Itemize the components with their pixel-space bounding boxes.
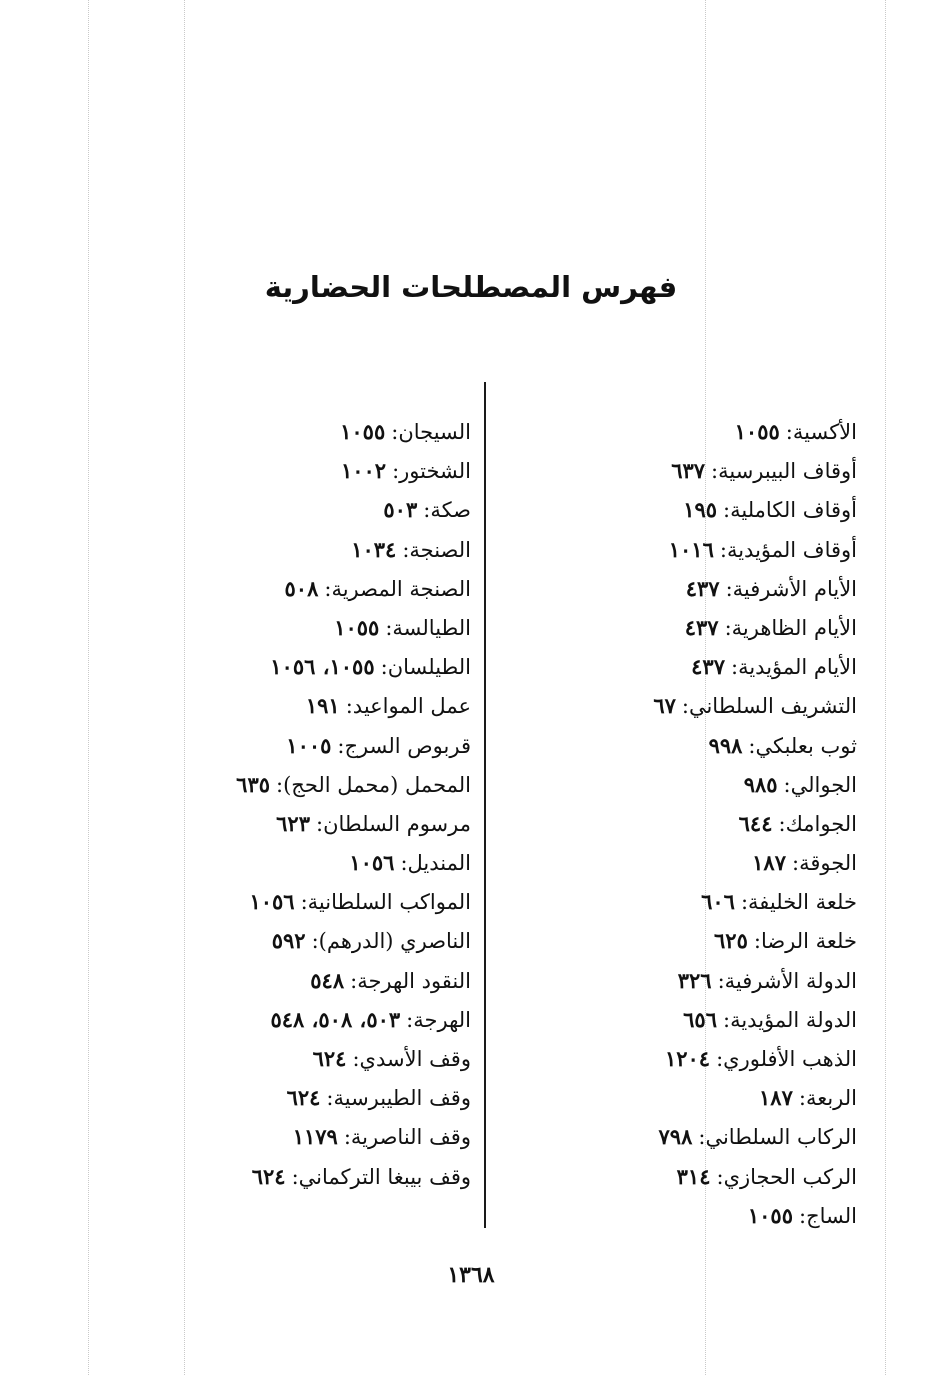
index-term: قربوص السرج bbox=[344, 733, 471, 758]
index-pages: ٦٢٤ bbox=[286, 1085, 321, 1111]
index-pages: ١٠٥٦ bbox=[249, 889, 295, 915]
index-entry bbox=[141, 1000, 471, 1039]
index-separator: : bbox=[324, 576, 332, 601]
index-pages: ٥٠٣ bbox=[383, 497, 418, 523]
index-separator: : bbox=[725, 576, 733, 601]
index-pages: ١٠٥٥ bbox=[747, 1202, 793, 1228]
index-separator: : bbox=[392, 459, 400, 484]
index-separator: : bbox=[716, 1164, 724, 1189]
index-pages: ١٠٠٢ bbox=[340, 458, 387, 484]
index-entry bbox=[527, 726, 857, 765]
index-term: أوقاف المؤيدية bbox=[726, 537, 857, 562]
index-entry bbox=[141, 647, 471, 686]
index-entry bbox=[141, 608, 471, 647]
index-pages: ٧٩٨ bbox=[658, 1124, 693, 1150]
index-entry bbox=[527, 961, 857, 1000]
index-separator: : bbox=[748, 733, 756, 758]
index-separator: : bbox=[730, 655, 739, 680]
index-separator: : bbox=[337, 733, 345, 758]
index-entry bbox=[141, 765, 471, 804]
index-pages: ١٠٣٤ bbox=[351, 536, 397, 562]
index-separator: : bbox=[681, 694, 689, 719]
index-entry bbox=[527, 530, 857, 569]
scan-edge-right bbox=[885, 0, 886, 1375]
index-entry bbox=[141, 569, 471, 608]
index-entry bbox=[141, 490, 471, 529]
index-pages: ١٢٠٤ bbox=[664, 1046, 711, 1071]
index-separator: : bbox=[778, 811, 786, 836]
index-term: الأيام المؤيدية bbox=[738, 655, 857, 680]
index-separator: : bbox=[798, 1086, 806, 1111]
index-separator: : bbox=[291, 1164, 299, 1189]
index-term: الهرجة bbox=[413, 1007, 471, 1032]
index-term: الصنجة المصرية bbox=[331, 576, 471, 601]
page-title: فهرس المصطلحات الحضارية bbox=[264, 270, 678, 304]
index-pages: ١٩١ bbox=[305, 693, 340, 719]
index-term: خلعة الرضا bbox=[760, 929, 857, 954]
index-separator: : bbox=[799, 1203, 807, 1228]
index-entry bbox=[527, 1078, 857, 1117]
index-separator: : bbox=[753, 929, 761, 954]
index-pages: ٥٩٢ bbox=[271, 928, 306, 954]
index-pages: ١٠٠٥ bbox=[286, 732, 332, 758]
index-pages: ٩٩٨ bbox=[708, 732, 743, 758]
index-term: الذهب الأفلوري bbox=[723, 1047, 857, 1071]
index-term: ثوب بعلبكي bbox=[755, 733, 857, 758]
index-separator: : bbox=[406, 1007, 414, 1032]
index-entry bbox=[141, 530, 471, 569]
index-term: الجوقة bbox=[799, 851, 857, 876]
index-entry bbox=[141, 961, 471, 1000]
index-term: الساج bbox=[806, 1203, 857, 1228]
index-separator: : bbox=[402, 537, 410, 562]
index-separator: : bbox=[350, 968, 358, 993]
index-term: عمل المواعيد bbox=[352, 694, 471, 719]
index-entry bbox=[527, 451, 857, 490]
index-entry bbox=[527, 412, 857, 451]
page-number: ١٣٦٨ bbox=[447, 1262, 495, 1288]
index-term: الأيام الأشرفية bbox=[732, 576, 857, 601]
index-entry bbox=[527, 765, 857, 804]
index-entry bbox=[141, 921, 471, 960]
index-separator: : bbox=[740, 890, 749, 915]
index-entry bbox=[527, 608, 857, 647]
index-term: الطيالسة bbox=[392, 615, 471, 640]
index-term: النقود الهرجة bbox=[357, 968, 471, 993]
column-divider bbox=[484, 382, 486, 1228]
index-separator: : bbox=[385, 615, 393, 640]
index-pages: ٦٤٤ bbox=[738, 810, 773, 836]
index-pages: ٦٢٤ bbox=[251, 1163, 286, 1189]
index-term: السيجان bbox=[398, 420, 471, 444]
index-pages: ٦٥٦ bbox=[683, 1006, 717, 1032]
index-entry bbox=[527, 921, 857, 960]
index-entry bbox=[527, 1000, 857, 1039]
index-pages: ١٠١٦ bbox=[668, 536, 714, 562]
index-separator: : bbox=[724, 615, 732, 640]
index-term: المواكب السلطانية bbox=[307, 890, 471, 915]
scan-edge-left bbox=[88, 0, 89, 1375]
index-pages: ٥٠٣، ٥٠٨، ٥٤٨ bbox=[270, 1006, 401, 1032]
index-entry bbox=[141, 412, 471, 451]
index-entry bbox=[141, 804, 471, 843]
index-term: الدولة المؤيدية bbox=[730, 1007, 857, 1032]
index-term: خلعة الخليفة bbox=[748, 890, 857, 915]
index-pages: ١١٧٩ bbox=[292, 1124, 338, 1150]
index-term: الصنجة bbox=[409, 537, 471, 562]
index-entry bbox=[141, 451, 471, 490]
index-entry bbox=[141, 686, 471, 725]
index-term: الناصري (الدرهم) bbox=[318, 929, 471, 954]
index-term: وقف بيبغا التركماني bbox=[298, 1164, 471, 1189]
index-separator: : bbox=[300, 890, 308, 915]
index-pages: ٥٠٨ bbox=[284, 575, 319, 601]
index-separator: : bbox=[380, 655, 388, 680]
index-separator: : bbox=[791, 851, 800, 876]
index-term: الركاب السلطاني bbox=[705, 1125, 857, 1150]
index-separator: : bbox=[719, 537, 727, 562]
index-entry bbox=[527, 1157, 857, 1196]
index-term: المحمل (محمل الحج) bbox=[283, 772, 471, 797]
index-separator: : bbox=[722, 1007, 731, 1032]
index-pages: ١٠٥٥ bbox=[340, 419, 386, 444]
index-column-right bbox=[527, 412, 857, 1235]
index-entry bbox=[527, 490, 857, 529]
index-term: الشختور bbox=[399, 459, 471, 484]
index-entry bbox=[141, 726, 471, 765]
index-pages: ٦٣٧ bbox=[671, 458, 706, 484]
index-term: الجوالي bbox=[790, 772, 857, 797]
index-pages: ٤٣٧ bbox=[684, 614, 719, 640]
index-pages: ١٠٥٥، ١٠٥٦ bbox=[270, 654, 375, 680]
index-term: الربعة bbox=[805, 1086, 857, 1111]
index-term: أوقاف الكاملية bbox=[730, 498, 857, 523]
index-entry bbox=[141, 1117, 471, 1156]
index-column-left bbox=[141, 412, 471, 1196]
index-term: الأكسية bbox=[792, 420, 857, 444]
index-term: مرسوم السلطان bbox=[323, 811, 471, 836]
index-separator: : bbox=[717, 968, 725, 993]
index-pages: ٦٣٥ bbox=[236, 771, 271, 797]
index-pages: ٤٣٧ bbox=[691, 654, 725, 680]
index-entry bbox=[527, 569, 857, 608]
index-separator: : bbox=[276, 772, 284, 797]
index-entry bbox=[527, 686, 857, 725]
index-pages: ٣١٤ bbox=[676, 1163, 711, 1189]
index-term: الجوامك bbox=[785, 811, 857, 836]
index-term: أوقاف البيبرسية bbox=[718, 459, 857, 484]
index-term: صكة bbox=[430, 498, 471, 523]
index-separator: : bbox=[391, 420, 399, 444]
index-pages: ١٨٧ bbox=[752, 850, 786, 876]
index-pages: ٦٢٤ bbox=[312, 1046, 347, 1071]
index-separator: : bbox=[785, 420, 793, 444]
index-separator: : bbox=[326, 1086, 334, 1111]
index-entry bbox=[141, 1039, 471, 1078]
index-pages: ١٨٧ bbox=[759, 1085, 793, 1111]
index-separator: : bbox=[400, 851, 408, 876]
index-separator: : bbox=[711, 459, 719, 484]
index-pages: ٥٤٨ bbox=[310, 967, 345, 993]
index-entry bbox=[527, 882, 857, 921]
index-term: الدولة الأشرفية bbox=[724, 968, 857, 993]
index-separator: : bbox=[698, 1125, 706, 1150]
index-separator: : bbox=[352, 1047, 360, 1071]
index-entry bbox=[527, 1039, 857, 1078]
index-pages: ١٠٥٦ bbox=[349, 850, 395, 876]
index-separator: : bbox=[311, 929, 319, 954]
index-pages: ٦٢٣ bbox=[276, 810, 310, 836]
index-term: الأيام الظاهرية bbox=[731, 615, 857, 640]
index-separator: : bbox=[345, 694, 353, 719]
index-separator: : bbox=[783, 772, 791, 797]
index-separator: : bbox=[723, 498, 731, 523]
index-entry bbox=[527, 647, 857, 686]
index-pages: ٤٣٧ bbox=[685, 575, 720, 601]
index-separator: : bbox=[423, 498, 431, 523]
index-pages: ٦٧ bbox=[653, 693, 676, 719]
index-term: وقف الناصرية bbox=[350, 1125, 471, 1150]
index-separator: : bbox=[315, 811, 324, 836]
index-separator: : bbox=[343, 1125, 351, 1150]
index-term: الركب الحجازي bbox=[723, 1164, 857, 1189]
index-pages: ٩٨٥ bbox=[743, 771, 778, 797]
index-pages: ٣٢٦ bbox=[677, 967, 712, 993]
index-entry bbox=[527, 804, 857, 843]
index-entry bbox=[141, 882, 471, 921]
index-entry bbox=[527, 1196, 857, 1235]
index-pages: ٦٠٦ bbox=[701, 889, 735, 915]
index-entry bbox=[141, 1157, 471, 1196]
index-pages: ١٠٥٥ bbox=[734, 419, 780, 444]
index-separator: : bbox=[716, 1047, 724, 1071]
index-entry bbox=[141, 843, 471, 882]
index-entry bbox=[527, 1117, 857, 1156]
index-entry bbox=[141, 1078, 471, 1117]
index-term: وقف الأسدي bbox=[359, 1047, 471, 1071]
index-term: الطيلسان bbox=[387, 655, 471, 680]
index-term: المنديل bbox=[407, 851, 471, 876]
index-term: وقف الطيبرسية bbox=[333, 1086, 471, 1111]
index-entry bbox=[527, 843, 857, 882]
index-pages: ١٠٥٥ bbox=[334, 614, 380, 640]
index-term: التشريف السلطاني bbox=[688, 694, 857, 719]
index-pages: ٦٢٥ bbox=[714, 928, 748, 954]
index-pages: ١٩٥ bbox=[683, 497, 718, 523]
